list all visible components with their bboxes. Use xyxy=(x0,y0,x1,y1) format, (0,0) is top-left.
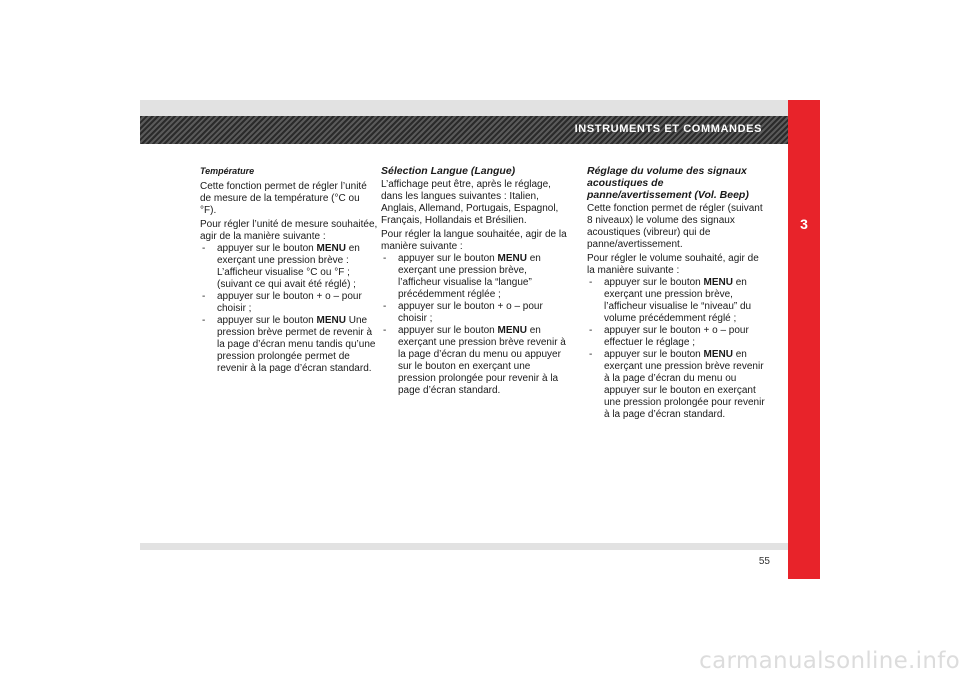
column-temperature xyxy=(200,165,378,375)
language-steps xyxy=(381,253,567,397)
bottom-band xyxy=(140,543,788,550)
chapter-tab xyxy=(788,100,820,579)
list-item: - appuyer sur le bouton MENU en exerçant une pression brève : L’afficheur visualise °C ou °F ; (suivant ce qui avait été réglé) ; xyxy=(200,243,378,291)
chapter-number: 3 xyxy=(800,216,808,232)
volume-intro-2: Pour régler le volume souhaité, agir de la manière suivante : xyxy=(587,253,759,276)
watermark: carmanualsonline.info xyxy=(699,648,960,674)
column-volume xyxy=(587,165,769,421)
section-title: INSTRUMENTS ET COMMANDES xyxy=(574,123,762,135)
top-band xyxy=(140,100,788,116)
volume-heading: Réglage du volume des signaux acoustiques de panne/avertissement (Vol. Beep) xyxy=(587,165,749,201)
list-item: - appuyer sur le bouton MENU en exerçant une pression brève, l’afficheur visualise le “niveau” du volume précédemment réglé ; xyxy=(587,277,769,325)
list-item: - appuyer sur le bouton MENU en exerçant une pression brève, l’afficheur visualise la “langue” précédemment réglée ; xyxy=(381,253,567,301)
language-intro-2: Pour régler la langue souhaitée, agir de la manière suivante : xyxy=(381,229,567,252)
list-item: - appuyer sur le bouton + o – pour choisir ; xyxy=(200,291,378,315)
language-intro-1: L’affichage peut être, après le réglage, dans les langues suivantes : Italien, Anglais, Allemand, Portugais, Espagnol, Français, Hollandais et Brésilien. xyxy=(381,179,559,226)
volume-intro-1: Cette fonction permet de régler (suivant 8 niveaux) le volume des signaux acoustiques (vibreur) qui de panne/avertissement. xyxy=(587,203,763,250)
section-header-bar xyxy=(140,116,788,144)
list-item: - appuyer sur le bouton + o – pour choisir ; xyxy=(381,301,567,325)
language-heading: Sélection Langue (Langue) xyxy=(381,165,516,177)
volume-steps xyxy=(587,277,769,421)
list-item: - appuyer sur le bouton MENU Une pression brève permet de revenir à la page d’écran menu tandis qu’une pression prolongée permet de revenir à la page d’écran standard. xyxy=(200,315,378,375)
list-item: - appuyer sur le bouton MENU en exerçant une pression brève revenir à la page d’écran du menu ou appuyer sur le bouton en exerçant une pression prolongée pour revenir à la page d’écran standard. xyxy=(381,325,567,397)
temperature-heading: Température xyxy=(200,166,255,176)
page-number: 55 xyxy=(758,556,770,567)
temperature-intro-2: Pour régler l’unité de mesure souhaitée, agir de la manière suivante : xyxy=(200,219,378,242)
temperature-intro-1: Cette fonction permet de régler l’unité de mesure de la température (°C ou °F). xyxy=(200,181,367,216)
column-language xyxy=(381,165,567,397)
temperature-steps xyxy=(200,243,378,375)
list-item: - appuyer sur le bouton MENU en exerçant une pression brève revenir à la page d’écran du menu ou appuyer sur le bouton en exerçant une pression prolongée pour revenir à la page d’écran standard. xyxy=(587,349,769,421)
list-item: - appuyer sur le bouton + o – pour effectuer le réglage ; xyxy=(587,325,769,349)
